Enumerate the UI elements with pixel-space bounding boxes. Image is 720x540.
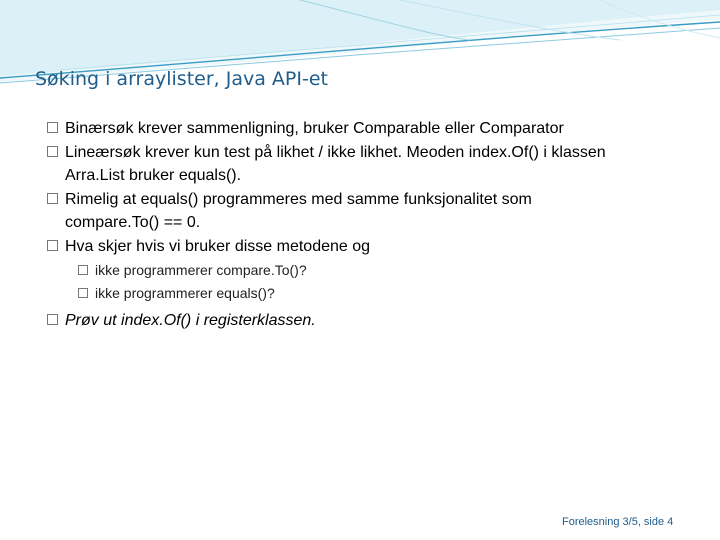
bullet-text: Rimelig at equals() programmeres med samme funksjonalitet som bbox=[65, 190, 532, 208]
bullet-text: compare.To() == 0. bbox=[65, 214, 201, 231]
slide-content bbox=[45, 117, 705, 333]
bullet-text: Hva skjer hvis vi bruker disse metodene og bbox=[65, 237, 371, 255]
bullet-box-icon bbox=[47, 314, 58, 325]
slide-footer: Forelesning 3/5, side 4 bbox=[562, 516, 674, 528]
sub-bullet-item bbox=[75, 259, 705, 282]
bullet-item bbox=[45, 309, 705, 333]
bullet-box-icon bbox=[47, 240, 58, 251]
bullet-box-icon bbox=[47, 122, 58, 133]
bullet-box-icon bbox=[78, 288, 88, 298]
bullet-item bbox=[45, 117, 705, 141]
sub-bullet-item bbox=[75, 282, 705, 305]
sub-bullet-text: ikke programmerer equals()? bbox=[95, 285, 275, 301]
bullet-box-icon bbox=[47, 146, 58, 157]
bullet-text: Lineærsøk krever kun test på likhet / ikke likhet. Meoden index.Of() i klassen bbox=[65, 143, 606, 161]
bullet-box-icon bbox=[78, 265, 88, 275]
bullet-text: Prøv ut index.Of() i registerklassen. bbox=[65, 312, 316, 329]
sub-bullet-list bbox=[75, 259, 705, 305]
sub-bullet-text: ikke programmerer compare.To()? bbox=[95, 262, 307, 278]
bullet-box-icon bbox=[47, 193, 58, 204]
bullet-text: Binærsøk krever sammenligning, bruker Comparable eller Comparator bbox=[65, 120, 564, 137]
bullet-item bbox=[45, 141, 705, 188]
bullet-item bbox=[45, 188, 705, 235]
bullet-text: Arra.List bruker equals(). bbox=[65, 167, 242, 184]
slide-title: Søking i arraylister, Java API-et bbox=[35, 68, 328, 90]
bullet-item bbox=[45, 235, 705, 259]
